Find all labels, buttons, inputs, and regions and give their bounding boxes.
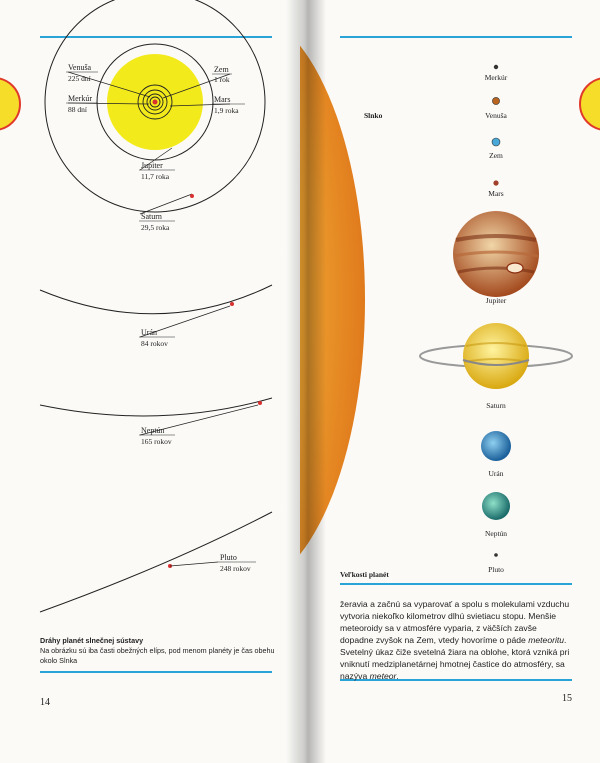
- uranus-orbit: [40, 285, 272, 314]
- planet-uranus: [481, 431, 511, 461]
- meteor-paragraph: [340, 598, 572, 682]
- body-text-3: .: [396, 671, 399, 681]
- caption-text: Na obrázku sú iba časti obežných elíps, pod menom planéty je čas obehu okolo Slnka: [40, 646, 275, 665]
- label-uran: Urán: [141, 328, 157, 337]
- orbits-caption: [40, 636, 280, 666]
- label-saturn: Saturn: [141, 212, 162, 221]
- label-zem: Zem: [214, 65, 229, 74]
- sun-center: [153, 100, 158, 105]
- page-number-right: 15: [562, 693, 572, 704]
- term-meteorit: meteoritu: [528, 635, 565, 645]
- right-page: [300, 0, 600, 763]
- label-planet-venusa: Venuša: [485, 111, 507, 120]
- planet-venus: [492, 97, 499, 104]
- planet-pluto: [494, 553, 498, 557]
- body-text-1: žeravia a začnú sa vyparovať a spolu s molekulami vzduchu vytvoria niekoľko kilometrov dlhú svietiacu stopu. Menšie meteoroidy sa v atmosfére vyparia, z väčších zavše dopadne zvyšok na Zem, vtedy hovoríme o páde: [340, 599, 570, 645]
- label-jupiter: Jupiter: [141, 161, 163, 170]
- term-meteor: meteor: [369, 671, 397, 681]
- uranus-marker: [230, 302, 234, 306]
- planet-neptune: [482, 492, 510, 520]
- label-zem-period: 1 rok: [214, 75, 230, 84]
- caption-title: Dráhy planét slnečnej sústavy: [40, 636, 144, 645]
- planet-saturn: [420, 323, 572, 389]
- figure-title: Veľkosti planét: [340, 570, 389, 579]
- neptune-marker: [258, 401, 262, 405]
- sun-tab-icon: [0, 78, 20, 130]
- label-neptun: Neptún: [141, 426, 165, 435]
- saturn-marker: [190, 194, 194, 198]
- label-venusa: Venuša: [68, 63, 92, 72]
- label-planet-saturn: Saturn: [486, 401, 506, 410]
- label-neptun-period: 165 rokov: [141, 437, 172, 446]
- label-pluto: Pluto: [220, 553, 237, 562]
- label-planet-neptun: Neptún: [484, 529, 508, 538]
- sun-large: [300, 10, 365, 590]
- label-planet-mars: Mars: [488, 189, 504, 198]
- label-venusa-period: 225 dní: [68, 74, 91, 83]
- label-planet-pluto: Pluto: [488, 565, 504, 574]
- label-planet-merkur: Merkúr: [484, 73, 508, 82]
- planet-mercury: [494, 65, 498, 69]
- label-planet-uran: Urán: [488, 469, 504, 478]
- planet-earth: [492, 138, 500, 146]
- label-merkur-period: 88 dní: [68, 105, 87, 114]
- sun-tab-icon-right: [580, 78, 600, 130]
- neptune-orbit: [40, 398, 272, 416]
- label-jupiter-period: 11,7 roka: [141, 172, 170, 181]
- label-slnko: Slnko: [364, 111, 383, 120]
- page-number-left: 14: [40, 697, 50, 708]
- label-mars: Mars: [214, 95, 231, 104]
- label-pluto-period: 248 rokov: [220, 564, 251, 573]
- label-planet-zem: Zem: [489, 151, 503, 160]
- label-uran-period: 84 rokov: [141, 339, 168, 348]
- label-merkur: Merkúr: [68, 94, 92, 103]
- planet-jupiter: [453, 211, 539, 297]
- planet-mars: [493, 180, 498, 185]
- label-planet-jupiter: Jupiter: [485, 296, 507, 305]
- label-saturn-period: 29,5 roka: [141, 223, 170, 232]
- body-text-2: . Svetelný úkaz čiže svetelná žiara na oblohe, ktorá vzniká pri vniknutí medziplanetárnej hmotnej častice do atmosféry, sa nazýva: [340, 635, 570, 681]
- label-mars-period: 1,9 roka: [214, 106, 239, 115]
